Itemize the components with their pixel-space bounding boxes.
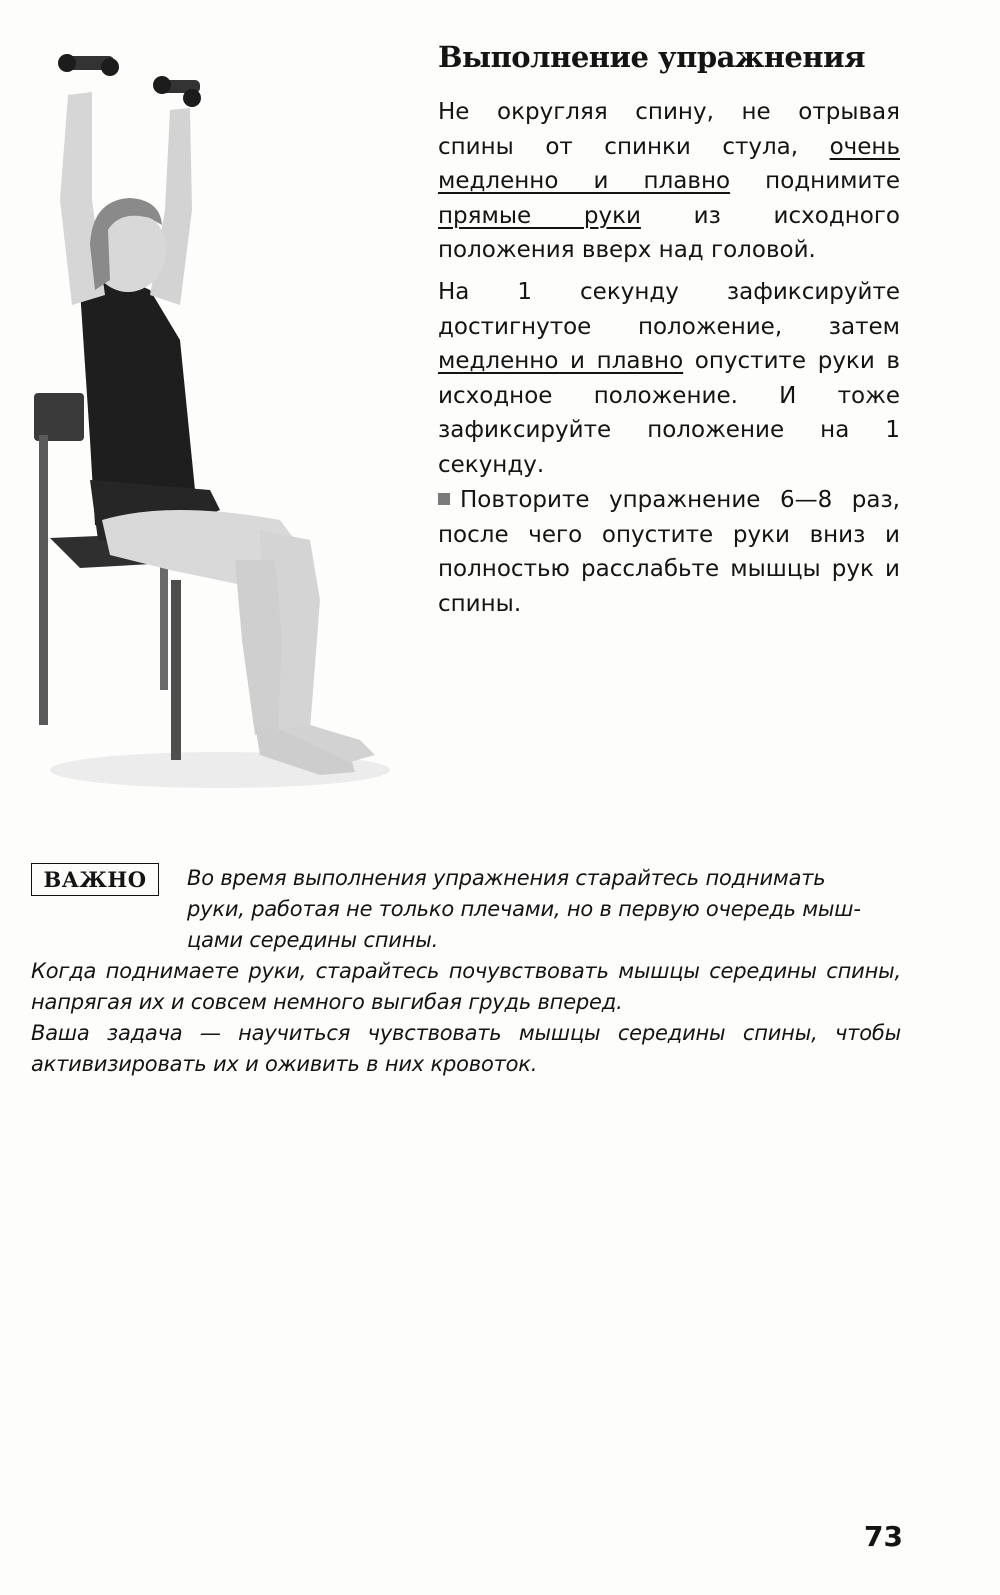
paragraph-raise	[438, 95, 900, 268]
important-label: ВАЖНО	[31, 863, 159, 896]
paragraph-lower	[438, 275, 900, 482]
paragraph-text: На 1 секунду зафиксируйте достигнутое положение, затем	[438, 279, 900, 340]
section-heading: Выполнение упражнения	[438, 40, 866, 74]
page-number: 73	[864, 1520, 903, 1553]
dumbbell-right	[153, 76, 201, 107]
emphasis-underline: прямые руки	[438, 202, 641, 229]
note-line-3: цами середины спины.	[187, 928, 439, 952]
note-muscles: Когда поднимаете руки, старайтесь почувствовать мышцы середины спины, напрягая их и совсем немного выгибая грудь вперед.	[31, 959, 901, 1014]
bullet-repeat	[438, 483, 900, 621]
bullet-text: Повторите упражнение 6—8 раз, после чего опустите руки вниз и полностью расслабьте мышцы рук и спины.	[438, 487, 900, 617]
emphasis-underline: очень медленно и плавно	[438, 133, 900, 194]
note-goal: Ваша задача — научиться чувствовать мышцы середины спины, чтобы активизировать их и оживить в них кровоток.	[31, 1021, 901, 1076]
paragraph-text: Не округляя спину, не отрывая спины от спинки стула,	[438, 99, 900, 160]
bullet-square-icon	[438, 493, 450, 505]
paragraph-text: опустите руки в исходное положение. И тоже зафиксируйте положение на 1 секунду.	[438, 348, 900, 478]
note-line-2: руки, работая не только плечами, но в первую очередь мыш-	[187, 897, 861, 921]
paragraph-text: из исходного положения вверх над головой.	[438, 202, 900, 263]
paragraph-text: поднимите	[730, 168, 901, 194]
chair-back	[34, 393, 84, 441]
emphasis-underline: медленно и плавно	[438, 348, 684, 374]
note-line-1: Во время выполнения упражнения старайтесь поднимать	[187, 866, 826, 890]
dumbbell-left	[58, 54, 119, 76]
exercise-illustration	[20, 40, 400, 800]
